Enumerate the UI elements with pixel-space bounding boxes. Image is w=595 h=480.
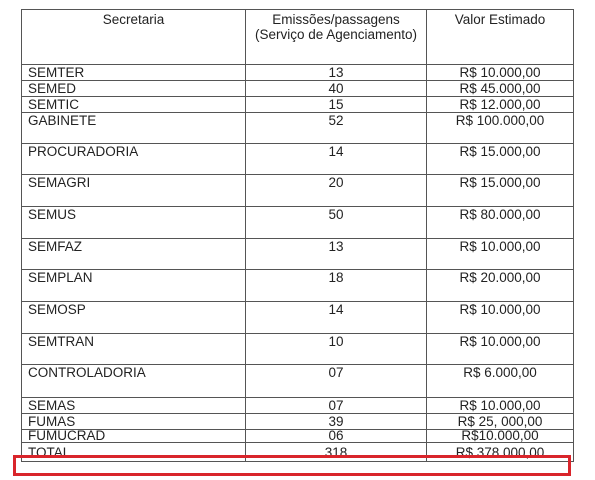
cell-secretaria: GABINETE bbox=[22, 113, 246, 144]
cell-emissoes: 13 bbox=[246, 239, 427, 270]
cell-valor: R$ 80.000,00 bbox=[427, 207, 574, 239]
table-row bbox=[22, 398, 574, 414]
cell-emissoes: 15 bbox=[246, 97, 427, 113]
cell-valor: R$ 6.000,00 bbox=[427, 365, 574, 398]
cell-valor: R$ 12.000,00 bbox=[427, 97, 574, 113]
cell-secretaria: SEMAGRI bbox=[22, 175, 246, 207]
cell-emissoes: 10 bbox=[246, 334, 427, 365]
table-header-row bbox=[22, 10, 574, 65]
cell-secretaria: SEMTRAN bbox=[22, 334, 246, 365]
table-row bbox=[22, 175, 574, 207]
table-row bbox=[22, 97, 574, 113]
table-row bbox=[22, 302, 574, 334]
table-row bbox=[22, 414, 574, 430]
table-total-row bbox=[22, 443, 574, 462]
table-row bbox=[22, 430, 574, 443]
cell-emissoes: 40 bbox=[246, 81, 427, 97]
cell-valor: R$ 10.000,00 bbox=[427, 302, 574, 334]
table-row bbox=[22, 144, 574, 175]
cell-emissoes: 06 bbox=[246, 430, 427, 443]
cell-secretaria: SEMTER bbox=[22, 65, 246, 81]
total-valor: R$ 378.000,00 bbox=[427, 443, 574, 462]
cell-secretaria: SEMPLAN bbox=[22, 270, 246, 302]
table-row bbox=[22, 207, 574, 239]
cell-secretaria: FUMUCRAD bbox=[22, 430, 246, 443]
cell-valor: R$ 20.000,00 bbox=[427, 270, 574, 302]
table-row bbox=[22, 365, 574, 398]
cell-emissoes: 20 bbox=[246, 175, 427, 207]
cell-valor: R$ 25, 000,00 bbox=[427, 414, 574, 430]
cell-secretaria: SEMUS bbox=[22, 207, 246, 239]
header-emissoes: Emissões/passagens (Serviço de Agenciamento) bbox=[246, 10, 427, 65]
cell-valor: R$ 15.000,00 bbox=[427, 144, 574, 175]
cell-valor: R$ 100.000,00 bbox=[427, 113, 574, 144]
cell-valor: R$ 10.000,00 bbox=[427, 239, 574, 270]
cell-emissoes: 50 bbox=[246, 207, 427, 239]
budget-table bbox=[21, 9, 574, 462]
table-row bbox=[22, 65, 574, 81]
cell-valor: R$ 10.000,00 bbox=[427, 334, 574, 365]
header-secretaria: Secretaria bbox=[22, 10, 246, 65]
cell-secretaria: SEMTIC bbox=[22, 97, 246, 113]
cell-secretaria: SEMOSP bbox=[22, 302, 246, 334]
cell-secretaria: SEMFAZ bbox=[22, 239, 246, 270]
header-valor: Valor Estimado bbox=[427, 10, 574, 65]
cell-emissoes: 52 bbox=[246, 113, 427, 144]
cell-secretaria: CONTROLADORIA bbox=[22, 365, 246, 398]
table-row bbox=[22, 113, 574, 144]
total-emissoes: 318 bbox=[246, 443, 427, 462]
cell-emissoes: 13 bbox=[246, 65, 427, 81]
cell-valor: R$ 10.000,00 bbox=[427, 398, 574, 414]
cell-emissoes: 14 bbox=[246, 144, 427, 175]
cell-emissoes: 39 bbox=[246, 414, 427, 430]
cell-secretaria: SEMAS bbox=[22, 398, 246, 414]
cell-emissoes: 07 bbox=[246, 398, 427, 414]
total-label: TOTAL bbox=[22, 443, 246, 462]
table-row bbox=[22, 334, 574, 365]
cell-valor: R$ 15.000,00 bbox=[427, 175, 574, 207]
table-row bbox=[22, 270, 574, 302]
cell-emissoes: 07 bbox=[246, 365, 427, 398]
table-row bbox=[22, 81, 574, 97]
cell-secretaria: FUMAS bbox=[22, 414, 246, 430]
cell-emissoes: 14 bbox=[246, 302, 427, 334]
cell-secretaria: SEMED bbox=[22, 81, 246, 97]
cell-secretaria: PROCURADORIA bbox=[22, 144, 246, 175]
cell-valor: R$ 10.000,00 bbox=[427, 65, 574, 81]
table-row bbox=[22, 239, 574, 270]
cell-emissoes: 18 bbox=[246, 270, 427, 302]
cell-valor: R$ 45.000,00 bbox=[427, 81, 574, 97]
cell-valor: R$10.000,00 bbox=[427, 430, 574, 443]
